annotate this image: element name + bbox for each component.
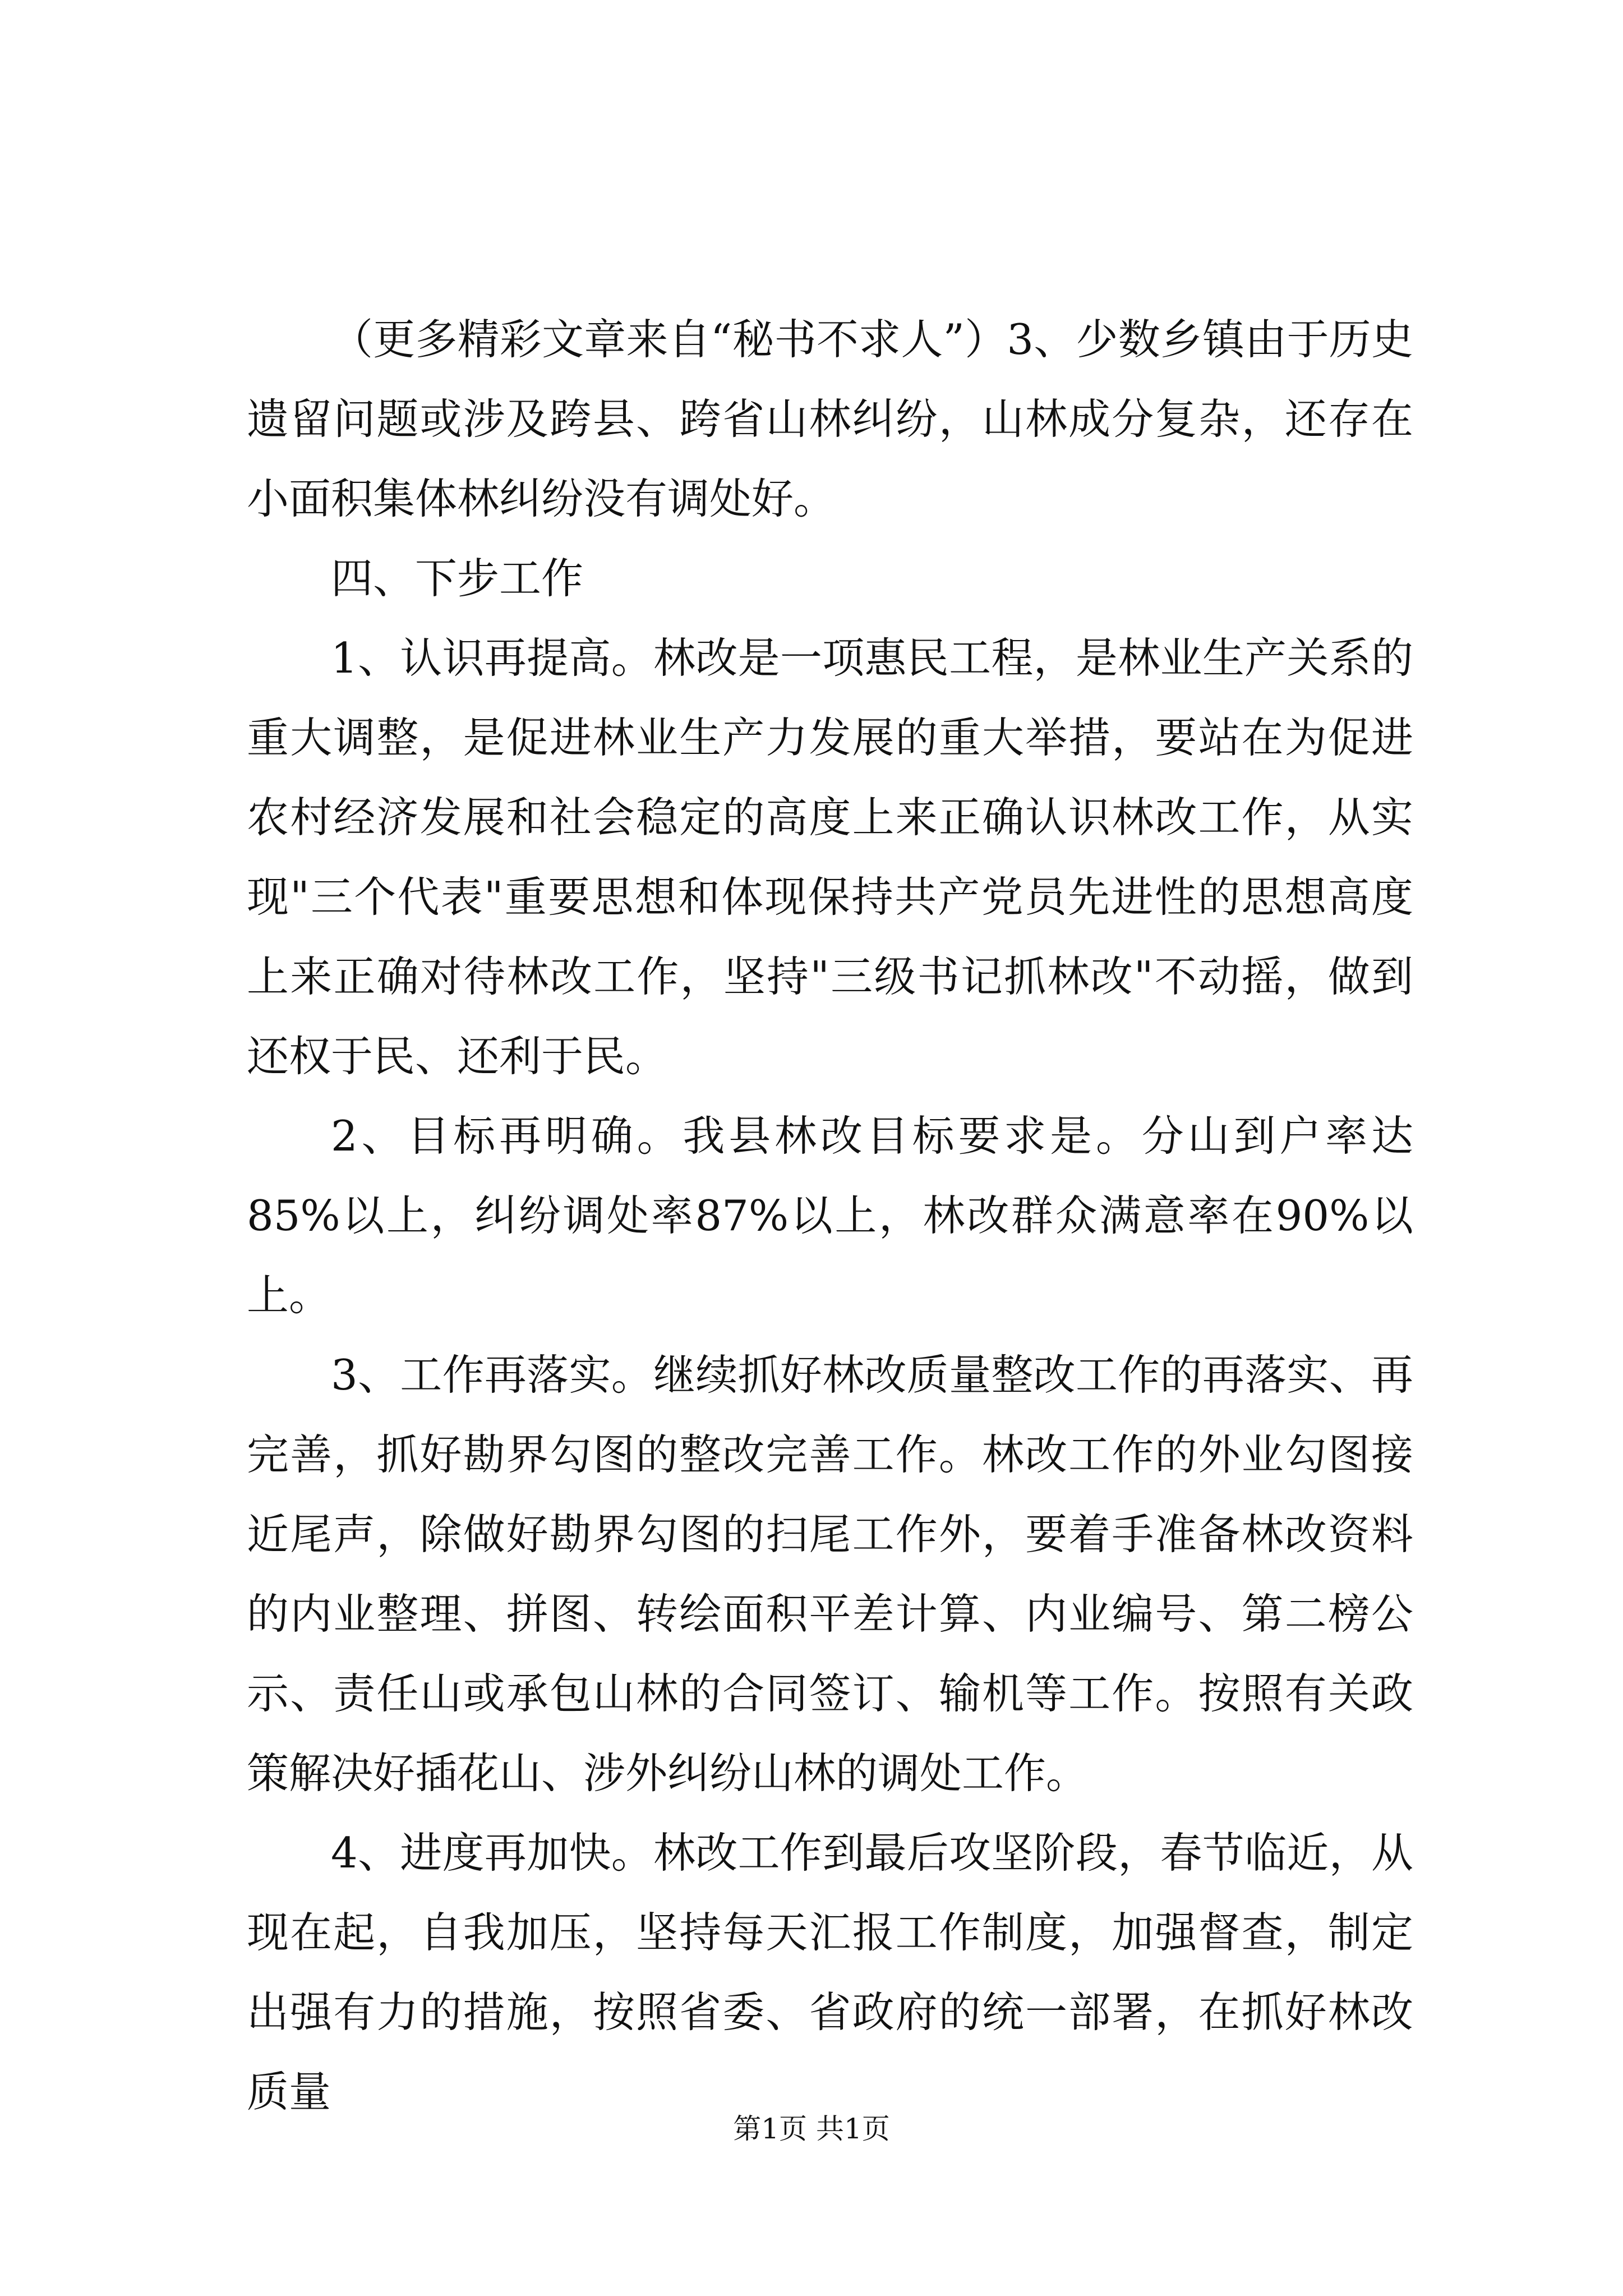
paragraph-progress: 4、进度再加快。林改工作到最后攻坚阶段，春节临近，从现在起，自我加压，坚持每天汇报工作制度，加强督查，制定出强有力的措施，按照省委、省政府的统一部署，在抓好林改质量	[247, 1828, 1413, 2116]
section-heading-next-steps: 四、下步工作	[331, 554, 584, 603]
document-body	[247, 300, 1413, 2132]
paragraph-awareness: 1、认识再提高。林改是一项惠民工程，是林业生产关系的重大调整，是促进林业生产力发展的重大举措，要站在为促进农村经济发展和社会稳定的高度上来正确认识林改工作，从实现"三个代表"重要思想和体现保持共产党员先进性的思想高度上来正确对待林改工作，坚持"三级书记抓林改"不动摇，做到还权于民、还利于民。	[247, 633, 1413, 1081]
paragraph-targets: 2、目标再明确。我县林改目标要求是。分山到户率达85%以上，纠纷调处率87%以上，林改群众满意率在90%以上。	[247, 1111, 1413, 1320]
paragraph-forest-disputes: （更多精彩文章来自“秘书不求人”）3、少数乡镇由于历史遗留问题或涉及跨县、跨省山林纠纷，山林成分复杂，还存在小面积集体林纠纷没有调处好。	[247, 315, 1413, 523]
page-footer: 第1页 共1页	[733, 2113, 890, 2145]
paragraph-implementation: 3、工作再落实。继续抓好林改质量整改工作的再落实、再完善，抓好勘界勾图的整改完善工作。林改工作的外业勾图接近尾声，除做好勘界勾图的扫尾工作外，要着手准备林改资料的内业整理、拼图、转绘面积平差计算、内业编号、第二榜公示、责任山或承包山林的合同签订、输机等工作。按照有关政策解决好插花山、涉外纠纷山林的调处工作。	[247, 1350, 1413, 1798]
